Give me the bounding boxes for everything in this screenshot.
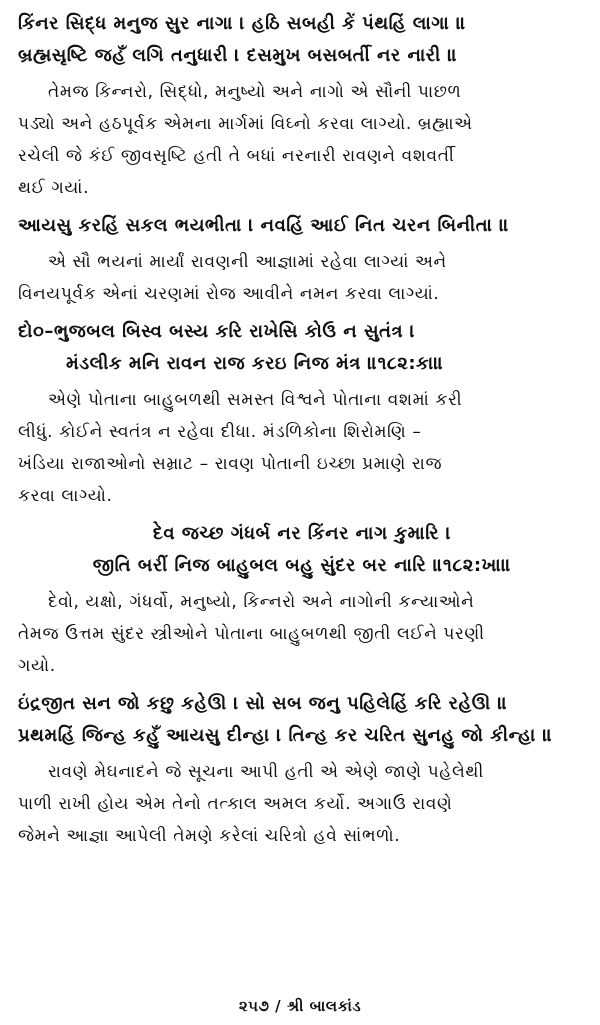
prose-line: ગયો. bbox=[18, 656, 56, 676]
prose-paragraph bbox=[18, 586, 586, 682]
verse-line: આયસુ કરહિં સકલ ભયભીતા । નવહિં આઈ નિત ચરન બિનીતા ॥ bbox=[18, 215, 510, 236]
verse-line: કિંનર સિદ્ધ મનુજ સુર નાગા । હઠિ સબહી કેં પંથહિં લાગા ॥ bbox=[18, 13, 467, 34]
prose-line: જેમને આજ્ઞા આપેલી તેમણે કરેલાં ચરિત્રો હવે સાંભળો. bbox=[18, 826, 401, 846]
verse-line: બ્રહ્મસૃષ્ટિ જહઁ લગિ તનુધારી । દસમુખ બસબર્તી નર નારી ॥ bbox=[18, 45, 458, 66]
prose-line: પડ્યો અને હઠપૂર્વક એમના માર્ગમાં વિઘ્નો કરવા લાગ્યો. બ્રહ્માએ bbox=[18, 114, 473, 134]
prose-line: તેમજ કિન્નરો, સિદ્ધો, મનુષ્યો અને નાગો એ સૌની પાછળ bbox=[48, 82, 462, 102]
verse-line: ઇંદ્રજીત સન જો કછુ કહેઊ । સો સબ જનુ પહિલેહિં કરિ રહેઊ ॥ bbox=[18, 693, 508, 714]
prose-line: વિનયપૂર્વક એનાં ચરણમાં રોજ આવીને નમન કરવા લાગ્યાં. bbox=[18, 284, 440, 304]
verse-line: જીતિ બરીં નિજ બાહુબલ બહુ સુંદર બર નારિ ॥૧૮૨:ખા॥ bbox=[92, 555, 512, 576]
prose-line: થઈ ગયાં. bbox=[18, 178, 90, 198]
prose-paragraph bbox=[18, 384, 586, 512]
verse-line: પ્રથમહિં જિન્હ કહુઁ આયસુ દીન્હા । તિન્હ કર ચરિત સુનહુ જો કીન્હા ॥ bbox=[18, 725, 553, 746]
prose-paragraph bbox=[18, 756, 586, 852]
prose-line: રાવણે મેઘનાદને જે સૂચના આપી હતી એ એણે જાણે પહેલેથી bbox=[48, 762, 484, 782]
verse-line: દેવ જચ્છ ગંધર્બ નર કિંનર નાગ કુમારિ । bbox=[152, 523, 452, 544]
verse-line: દો૦–ભુજબલ બિસ્વ બસ્ય કરિ રાખેસિ કોઉ ન સુતંત્ર । bbox=[18, 321, 416, 342]
prose-line: લીધું. કોઈને સ્વતંત્ર ન રહેવા દીધા. મંડળિકોના શિરોમણિ – bbox=[18, 422, 422, 442]
prose-paragraph bbox=[18, 246, 586, 310]
prose-line: કરવા લાગ્યો. bbox=[18, 486, 113, 506]
page-footer: ૨૫૭ / શ્રી બાલકાંડ bbox=[238, 997, 362, 1015]
prose-line: તેમજ ઉત્તમ સુંદર સ્ત્રીઓને પોતાના બાહુબળથી જીતી લઈને પરણી bbox=[18, 624, 485, 644]
prose-line: એણે પોતાના બાહુબળથી સમસ્ત વિશ્વને પોતાના વશમાં કરી bbox=[48, 390, 463, 410]
page-content bbox=[18, 8, 586, 852]
prose-line: એ સૌ ભયનાં માર્યાં રાવણની આજ્ઞામાં રહેવા લાગ્યાં અને bbox=[48, 252, 447, 272]
prose-line: ખંડિયા રાજાઓનો સમ્રાટ – રાવણ પોતાની ઇચ્છા પ્રમાણે રાજ bbox=[18, 454, 443, 474]
prose-line: દેવો, યક્ષો, ગંધર્વો, મનુષ્યો, કિન્નરો અને નાગોની કન્યાઓને bbox=[48, 592, 475, 612]
prose-paragraph bbox=[18, 76, 586, 204]
prose-line: રચેલી જે કંઈ જીવસૃષ્ટિ હતી તે બધાં નરનારી રાવણને વશવર્તી bbox=[18, 146, 455, 166]
prose-line: પાળી રાખી હોય એમ તેનો તત્કાલ અમલ કર્યો. અગાઉ રાવણે bbox=[18, 794, 453, 814]
verse-line: મંડલીક મનિ રાવન રાજ કરઇ નિજ મંત્ર ॥૧૮૨:કા॥ bbox=[66, 353, 444, 374]
